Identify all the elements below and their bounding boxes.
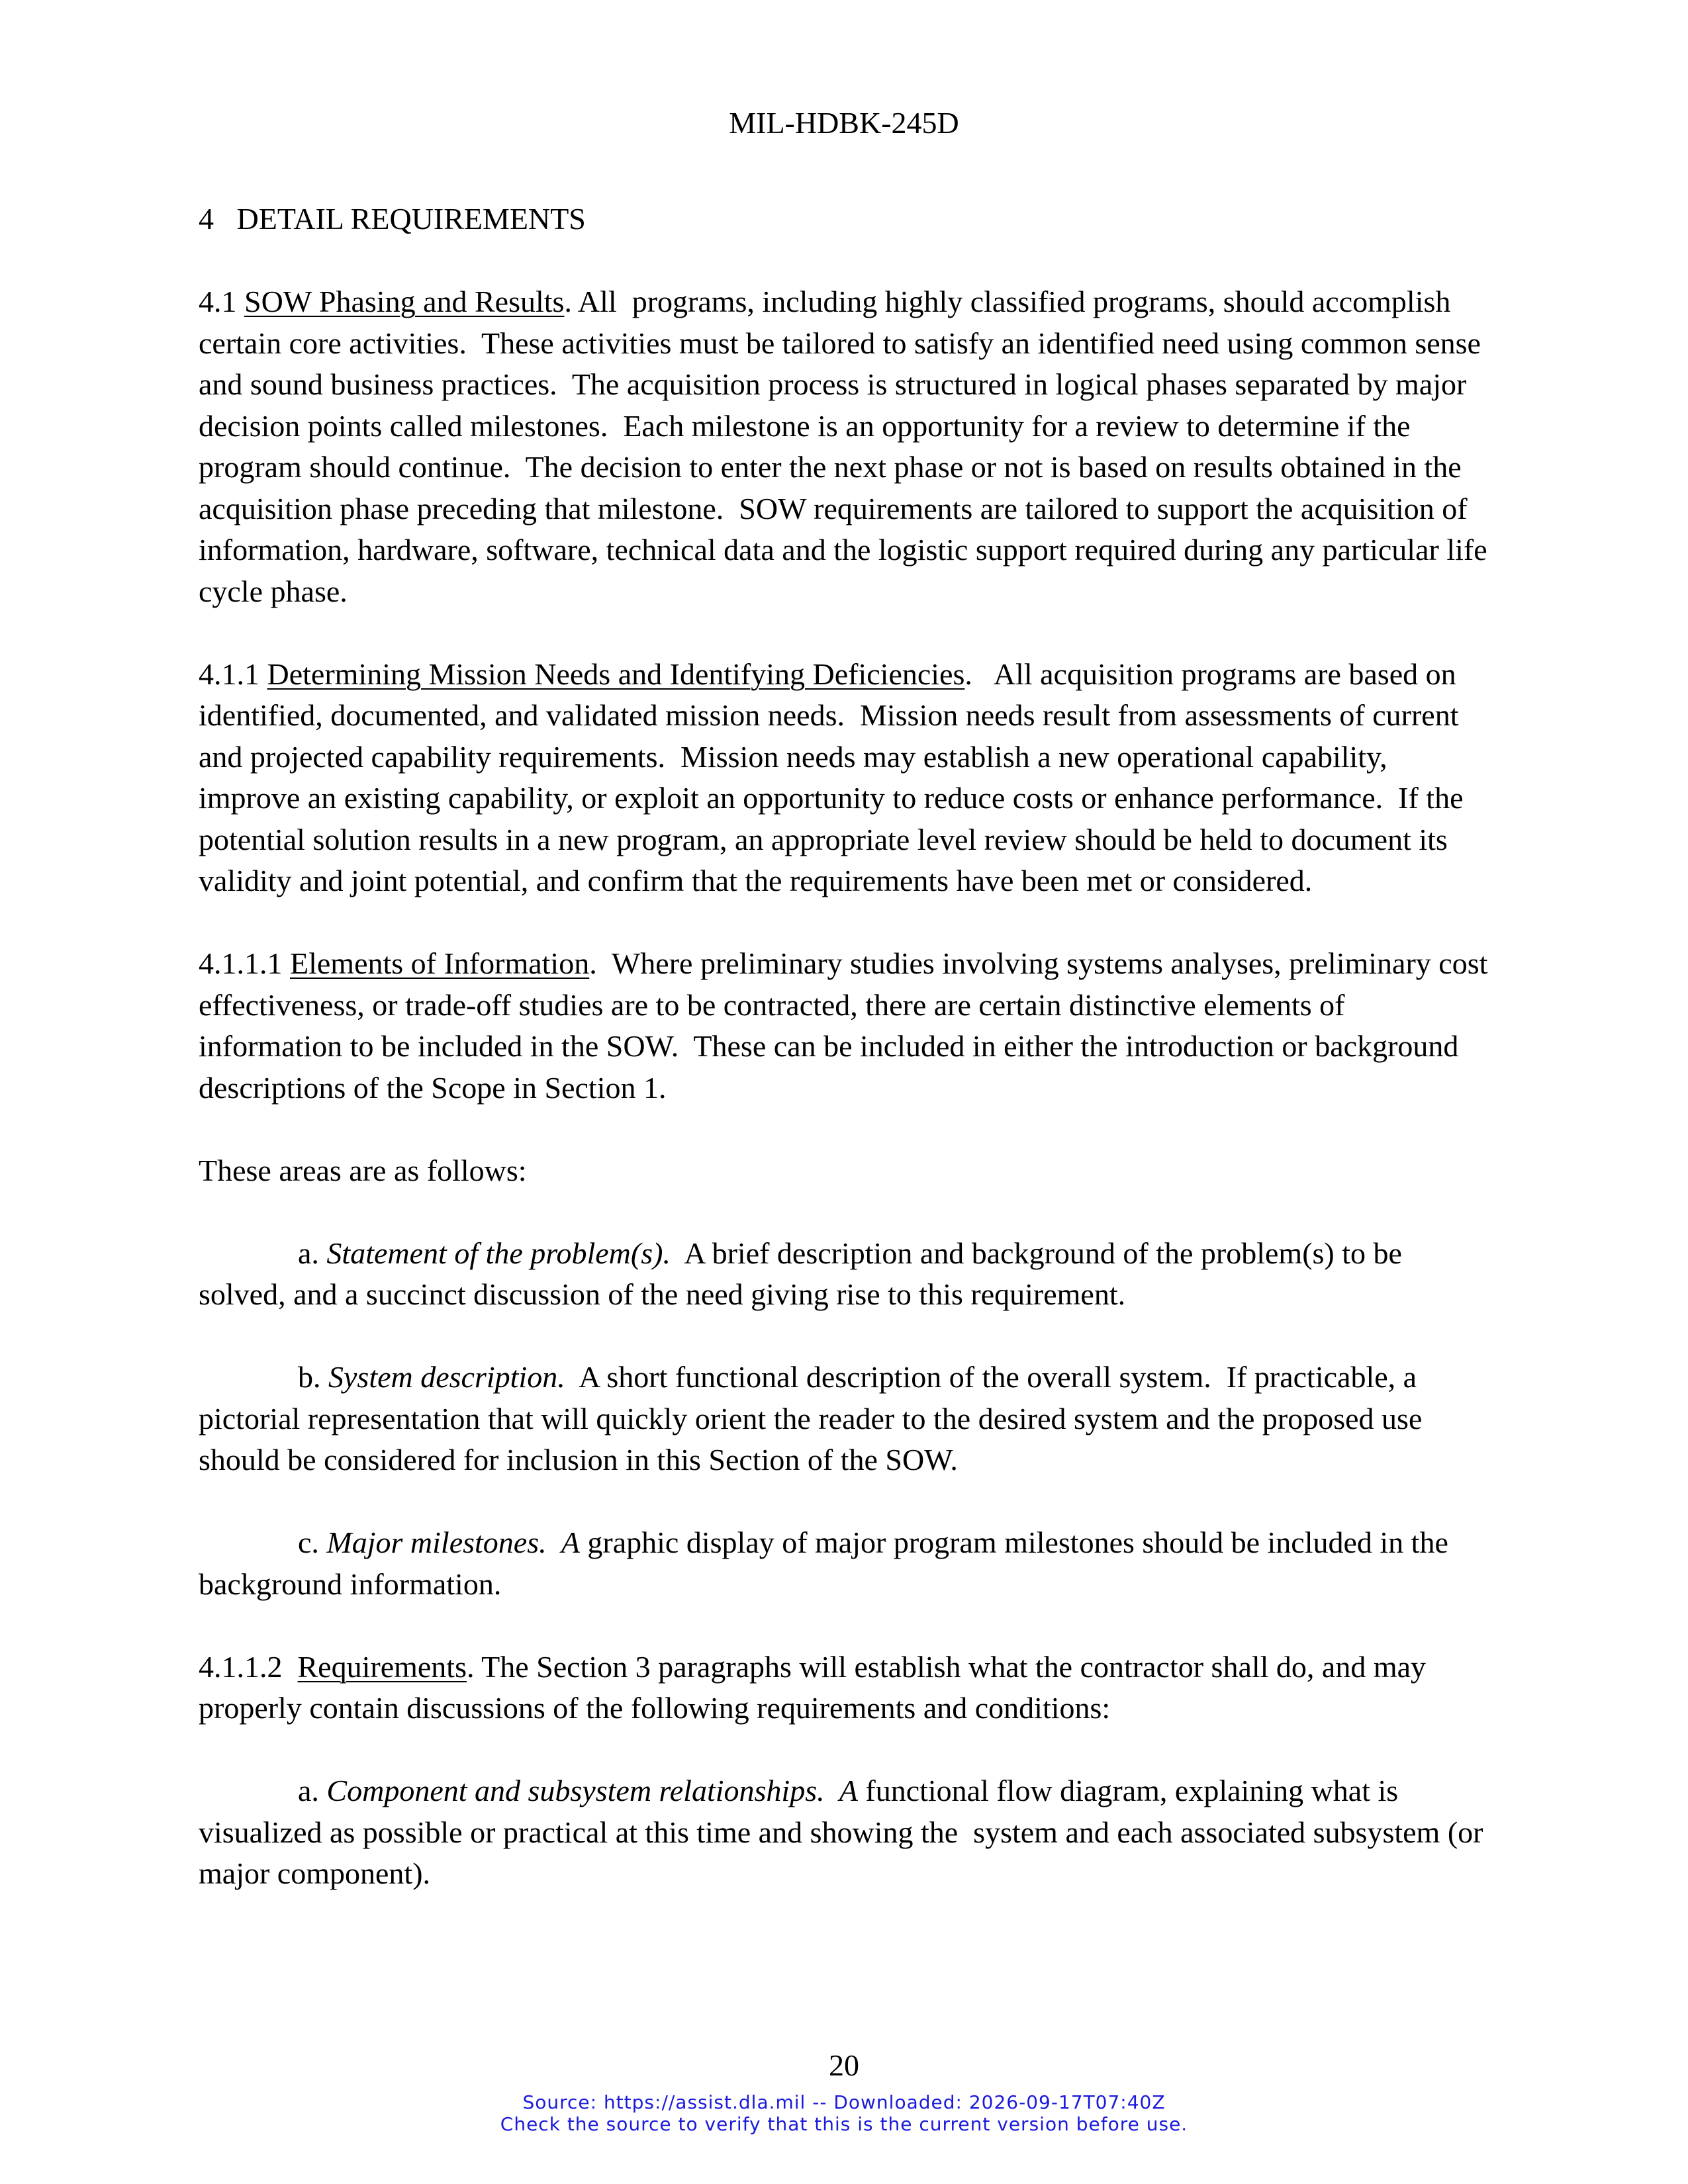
list-item-text: A short functional description of the overall system. If practicable, a pictorial representation that will quickly orient the reader to the desired system and the proposed use should be considered for inclusion in this Section of the SOW. xyxy=(199,1360,1430,1477)
list-item-letter: b. xyxy=(298,1360,328,1394)
paragraph-title: Requirements xyxy=(297,1649,467,1684)
footer-source-line: Source: https://assist.dla.mil -- Downloaded: 2026-09-17T07:40Z xyxy=(522,2091,1166,2113)
paragraph-title: Determining Mission Needs and Identifying Deficiencies xyxy=(267,657,965,691)
section-heading-text: 4 DETAIL REQUIREMENTS xyxy=(199,202,586,236)
paragraph-number: 4.1.1.2 xyxy=(199,1649,298,1684)
list-item-label: Statement of the problem(s). xyxy=(326,1236,671,1270)
document-body xyxy=(199,199,1496,1936)
list-item-c xyxy=(199,1522,1496,1605)
list-item-text: graphic display of major program milestones should be included in the background information. xyxy=(199,1525,1456,1601)
list-item-a xyxy=(199,1770,1496,1895)
paragraph-4-1 xyxy=(199,281,1496,612)
paragraph-number: 4.1 xyxy=(199,285,244,318)
paragraph-title: Elements of Information xyxy=(290,946,590,980)
footer-verify-line: Check the source to verify that this is the current version before use. xyxy=(500,2113,1188,2135)
paragraph-body: . All acquisition programs are based on identified, documented, and validated mission needs. Mission needs result from assessments of current and projected capability requirements. Mission needs may establish a new operational capability, improve an existing capability, or exploit an opportunity to reduce costs or enhance performance. If the potential solution results in a new program, an appropriate level review should be held to document its validity and joint potential, and confirm that the requirements have been met or considered. xyxy=(199,657,1471,897)
list-item-letter: c. xyxy=(298,1525,327,1559)
areas-intro xyxy=(199,1150,1496,1192)
paragraph-title: SOW Phasing and Results xyxy=(244,285,565,318)
areas-intro-text: These areas are as follows: xyxy=(199,1153,527,1187)
document-header: MIL-HDBK-245D xyxy=(729,106,959,140)
list-item-label: Component and subsystem relationships. A xyxy=(326,1774,858,1807)
list-item-b xyxy=(199,1357,1496,1481)
list-item-label: Major milestones. A xyxy=(326,1525,580,1559)
list-item-letter: a. xyxy=(298,1774,327,1807)
paragraph-body: . The Section 3 paragraphs will establish what the contractor shall do, and may properly contain discussions of the following requirements and conditions: xyxy=(199,1649,1434,1725)
paragraph-4-1-1-2 xyxy=(199,1647,1496,1729)
section-heading xyxy=(199,199,1496,240)
list-item-text: functional flow diagram, explaining what is visualized as possible or practical at this time and showing the system and each associated subsystem (or major component). xyxy=(199,1774,1491,1890)
list-item-label: System description. xyxy=(328,1360,565,1394)
source-footer xyxy=(0,2091,1688,2135)
paragraph-number: 4.1.1.1 xyxy=(199,946,290,980)
paragraph-body: . All programs, including highly classified programs, should accomplish certain core activities. These activities must be tailored to satisfy an identified need using common sense and sound business practices. The acquisition process is structured in logical phases separated by major decision points called milestones. Each milestone is an opportunity for a review to determine if the program should continue. The decision to enter the next phase or not is based on results obtained in the acquisition phase preceding that milestone. SOW requirements are tailored to support the acquisition of information, hardware, software, technical data and the logistic support required during any particular life cycle phase. xyxy=(199,285,1495,608)
list-item-a xyxy=(199,1233,1496,1316)
paragraph-4-1-1 xyxy=(199,654,1496,902)
list-item-text: A brief description and background of the problem(s) to be solved, and a succinct discussion of the need giving rise to this requirement. xyxy=(199,1236,1410,1311)
page-number: 20 xyxy=(829,2048,859,2082)
paragraph-4-1-1-1 xyxy=(199,943,1496,1109)
paragraph-number: 4.1.1 xyxy=(199,657,267,691)
paragraph-body: . Where preliminary studies involving systems analyses, preliminary cost effectiveness, or trade-off studies are to be contracted, there are certain distinctive elements of information to be included in the SOW. These can be included in either the introduction or background descriptions of the Scope in Section 1. xyxy=(199,946,1495,1105)
list-item-letter: a. xyxy=(298,1236,327,1270)
